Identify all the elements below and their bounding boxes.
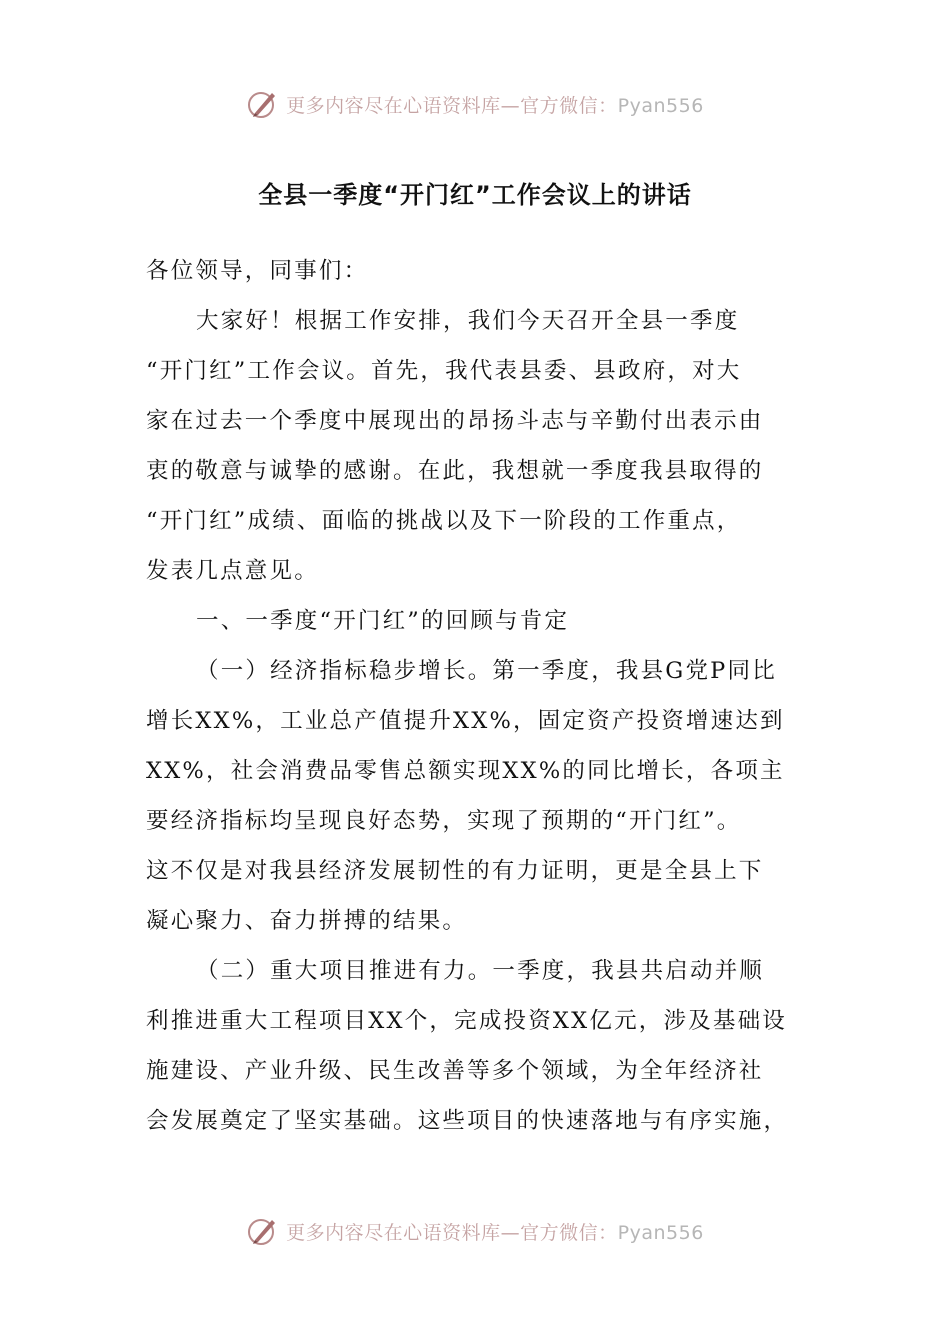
wechat-id: Pyan556 bbox=[617, 94, 704, 117]
paragraph-line: “开门红”成绩、面临的挑战以及下一阶段的工作重点， bbox=[146, 508, 742, 534]
paragraph-line: 大家好！根据工作安排，我们今天召开全县一季度 bbox=[196, 308, 740, 334]
section-heading: 一、一季度“开门红”的回顾与肯定 bbox=[196, 608, 570, 634]
footer-watermark-banner bbox=[0, 1211, 950, 1251]
paragraph-line: 家在过去一个季度中展现出的昂扬斗志与辛勤付出表示由 bbox=[146, 408, 764, 434]
paragraph-line: 发表几点意见。 bbox=[146, 558, 319, 584]
paragraph-line: 增长XX%，工业总产值提升XX%，固定资产投资增速达到 bbox=[146, 708, 785, 734]
header-watermark-banner bbox=[0, 84, 950, 124]
wechat-id: Pyan556 bbox=[617, 1221, 704, 1244]
document-title: 全县一季度“开门红”工作会议上的讲话 bbox=[258, 181, 692, 209]
paragraph-line: （一）经济指标稳步增长。第一季度，我县G党P同比 bbox=[196, 658, 777, 684]
paragraph-line: XX%，社会消费品零售总额实现XX%的同比增长，各项主 bbox=[146, 758, 785, 784]
paragraph-line: 各位领导，同事们： bbox=[146, 258, 369, 284]
paragraph-line: “开门红”工作会议。首先，我代表县委、县政府，对大 bbox=[146, 358, 742, 384]
paragraph-line: 要经济指标均呈现良好态势，实现了预期的“开门红”。 bbox=[146, 808, 742, 834]
pen-logo-icon bbox=[246, 1214, 280, 1248]
watermark-text: 更多内容尽在心语资料库—官方微信：Pyan556 bbox=[286, 1221, 704, 1244]
pen-logo-icon bbox=[246, 87, 280, 121]
paragraph-line: 利推进重大工程项目XX个，完成投资XX亿元，涉及基础设 bbox=[146, 1008, 787, 1034]
paragraph-line: 衷的敬意与诚挚的感谢。在此，我想就一季度我县取得的 bbox=[146, 458, 764, 484]
document-body bbox=[146, 246, 806, 1146]
watermark-text: 更多内容尽在心语资料库—官方微信：Pyan556 bbox=[286, 94, 704, 117]
paragraph-line: 凝心聚力、奋力拼搏的结果。 bbox=[146, 908, 468, 934]
paragraph-line: 施建设、产业升级、民生改善等多个领域，为全年经济社 bbox=[146, 1058, 764, 1084]
paragraph-line: 这不仅是对我县经济发展韧性的有力证明，更是全县上下 bbox=[146, 858, 764, 884]
paragraph-line: （二）重大项目推进有力。一季度，我县共启动并顺 bbox=[196, 958, 765, 984]
paragraph-line: 会发展奠定了坚实基础。这些项目的快速落地与有序实施， bbox=[146, 1108, 789, 1134]
